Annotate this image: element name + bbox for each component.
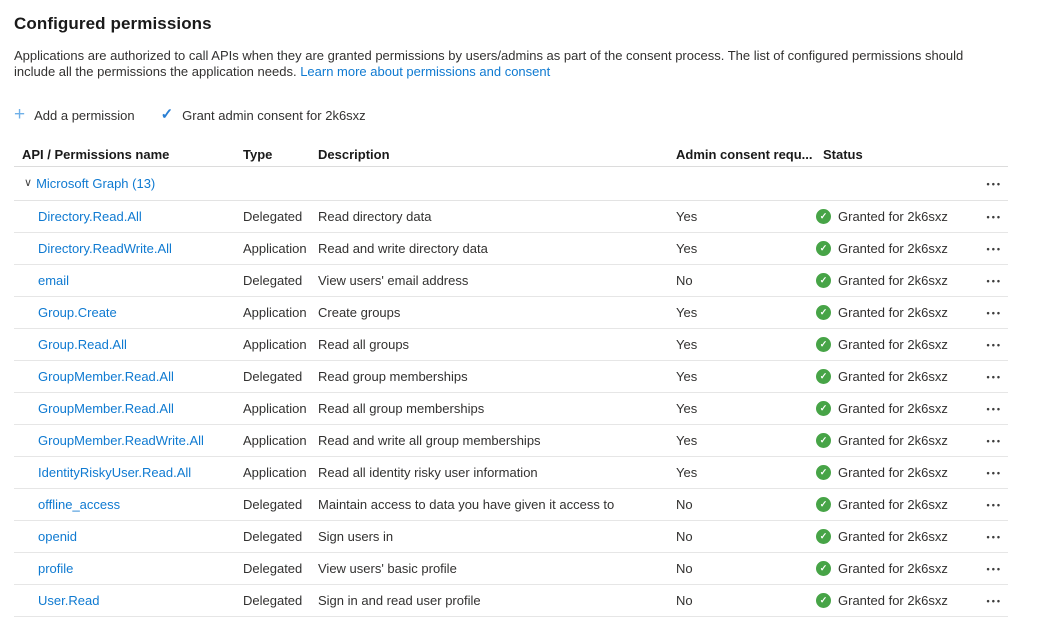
- permission-name-link[interactable]: openid: [38, 529, 78, 544]
- permission-name-link[interactable]: GroupMember.Read.All: [38, 369, 174, 384]
- add-icon: +: [14, 104, 26, 125]
- description-text: [14, 48, 1004, 80]
- permission-description: Read all identity risky user information: [318, 465, 538, 480]
- permission-name-link[interactable]: Directory.ReadWrite.All: [38, 241, 172, 256]
- table-row: [14, 201, 1008, 233]
- granted-check-icon: ✓: [816, 209, 831, 224]
- permission-type: Delegated: [243, 369, 303, 384]
- status-cell: [815, 305, 975, 320]
- permission-type: Delegated: [243, 497, 303, 512]
- table-row: [14, 457, 1008, 489]
- status-text: Granted for 2k6sxz: [838, 401, 948, 416]
- status-text: Granted for 2k6sxz: [838, 497, 948, 512]
- permission-description: Read and write directory data: [318, 241, 488, 256]
- permission-name-link[interactable]: profile: [38, 561, 74, 576]
- permission-description: Read directory data: [318, 209, 432, 224]
- table-row: [14, 521, 1008, 553]
- row-menu-icon[interactable]: •••: [986, 435, 1002, 446]
- api-group-name-cell: [14, 176, 975, 191]
- permission-description: Read group memberships: [318, 369, 468, 384]
- admin-consent-value: No: [676, 273, 693, 288]
- permission-description: View users' basic profile: [318, 561, 457, 576]
- permission-type: Application: [243, 465, 307, 480]
- row-menu-icon[interactable]: •••: [986, 595, 1002, 606]
- permission-name-link[interactable]: Group.Create: [38, 305, 117, 320]
- row-menu-icon[interactable]: •••: [986, 243, 1002, 254]
- granted-check-icon: ✓: [816, 369, 831, 384]
- status-cell: [815, 209, 975, 224]
- table-row: [14, 553, 1008, 585]
- granted-check-icon: ✓: [816, 465, 831, 480]
- permission-name-link[interactable]: email: [38, 273, 70, 288]
- permission-name-link[interactable]: Group.Read.All: [38, 337, 127, 352]
- row-menu-icon[interactable]: •••: [986, 467, 1002, 478]
- row-menu-icon[interactable]: •••: [986, 371, 1002, 382]
- granted-check-icon: ✓: [816, 305, 831, 320]
- commands-toolbar: [14, 103, 1010, 127]
- permission-description: Sign in and read user profile: [318, 593, 481, 608]
- learn-more-link[interactable]: Learn more about permissions and consent: [300, 64, 551, 79]
- status-text: Granted for 2k6sxz: [838, 209, 948, 224]
- granted-check-icon: ✓: [816, 561, 831, 576]
- permission-description: Maintain access to data you have given it access to: [318, 497, 615, 512]
- permission-type: Delegated: [243, 209, 303, 224]
- granted-check-icon: ✓: [816, 433, 831, 448]
- granted-check-icon: ✓: [816, 273, 831, 288]
- status-cell: [815, 433, 975, 448]
- row-menu-icon[interactable]: •••: [986, 178, 1002, 189]
- status-cell: [815, 497, 975, 512]
- add-permission-label: Add a permission: [34, 107, 135, 123]
- permission-description: Read all group memberships: [318, 401, 485, 416]
- row-menu-icon[interactable]: •••: [986, 499, 1002, 510]
- status-text: Granted for 2k6sxz: [838, 593, 948, 608]
- checkmark-icon: ✓: [160, 106, 174, 123]
- admin-consent-value: Yes: [676, 305, 698, 320]
- table-header-row: [14, 142, 1008, 167]
- status-text: Granted for 2k6sxz: [838, 305, 948, 320]
- row-menu-icon[interactable]: •••: [986, 403, 1002, 414]
- status-text: Granted for 2k6sxz: [838, 433, 948, 448]
- status-cell: [815, 273, 975, 288]
- row-menu-icon[interactable]: •••: [986, 211, 1002, 222]
- grant-admin-consent-label: Grant admin consent for 2k6sxz: [182, 107, 366, 123]
- admin-consent-value: Yes: [676, 209, 698, 224]
- header-admin-consent-required: Admin consent requ...: [676, 146, 813, 162]
- table-row: [14, 393, 1008, 425]
- status-cell: [815, 401, 975, 416]
- permissions-table: [14, 142, 1008, 617]
- permission-name-link[interactable]: offline_access: [38, 497, 121, 512]
- table-row: [14, 361, 1008, 393]
- add-permission-button[interactable]: [14, 106, 135, 124]
- status-cell: [815, 561, 975, 576]
- grant-admin-consent-button[interactable]: [161, 106, 366, 124]
- permissions-rows: [14, 201, 1008, 617]
- admin-consent-value: Yes: [676, 401, 698, 416]
- status-cell: [815, 369, 975, 384]
- permission-name-link[interactable]: IdentityRiskyUser.Read.All: [38, 465, 192, 480]
- granted-check-icon: ✓: [816, 593, 831, 608]
- admin-consent-value: Yes: [676, 241, 698, 256]
- table-row: [14, 585, 1008, 617]
- permission-type: Application: [243, 433, 307, 448]
- permission-type: Application: [243, 401, 307, 416]
- admin-consent-value: Yes: [676, 369, 698, 384]
- permission-description: View users' email address: [318, 273, 469, 288]
- permission-description: Read all groups: [318, 337, 410, 352]
- status-text: Granted for 2k6sxz: [838, 369, 948, 384]
- header-type: Type: [243, 146, 273, 162]
- status-cell: [815, 241, 975, 256]
- permission-type: Delegated: [243, 529, 303, 544]
- permission-type: Delegated: [243, 561, 303, 576]
- table-row: [14, 489, 1008, 521]
- permission-type: Delegated: [243, 593, 303, 608]
- permission-type: Delegated: [243, 273, 303, 288]
- row-menu-icon[interactable]: •••: [986, 275, 1002, 286]
- granted-check-icon: ✓: [816, 337, 831, 352]
- permission-type: Application: [243, 337, 307, 352]
- admin-consent-value: No: [676, 561, 693, 576]
- description-body: Applications are authorized to call APIs when they are granted permissions by users/admins as part of the consent process. The list of configured permissions should include all the permissions the application needs.: [14, 48, 964, 79]
- status-cell: [815, 337, 975, 352]
- table-row: [14, 265, 1008, 297]
- permission-type: Application: [243, 241, 307, 256]
- admin-consent-value: Yes: [676, 337, 698, 352]
- table-row: [14, 329, 1008, 361]
- page-title: Configured permissions: [14, 14, 212, 33]
- api-group-link[interactable]: Microsoft Graph (13): [36, 176, 156, 191]
- table-row: [14, 233, 1008, 265]
- admin-consent-value: No: [676, 529, 693, 544]
- status-cell: [815, 593, 975, 608]
- status-text: Granted for 2k6sxz: [838, 465, 948, 480]
- status-cell: [815, 529, 975, 544]
- admin-consent-value: No: [676, 593, 693, 608]
- api-group-row: [14, 167, 1008, 201]
- status-text: Granted for 2k6sxz: [838, 273, 948, 288]
- permission-name-link[interactable]: Directory.Read.All: [38, 209, 142, 224]
- header-status: Status: [823, 146, 863, 162]
- permission-type: Application: [243, 305, 307, 320]
- table-row: [14, 297, 1008, 329]
- row-menu-icon[interactable]: •••: [986, 307, 1002, 318]
- table-row: [14, 425, 1008, 457]
- permission-description: Create groups: [318, 305, 401, 320]
- permission-description: Sign users in: [318, 529, 394, 544]
- permission-name-link[interactable]: GroupMember.ReadWrite.All: [38, 433, 204, 448]
- row-menu-icon[interactable]: •••: [986, 563, 1002, 574]
- header-api-permissions-name: API / Permissions name: [22, 146, 170, 162]
- status-text: Granted for 2k6sxz: [838, 337, 948, 352]
- header-description: Description: [318, 146, 390, 162]
- status-text: Granted for 2k6sxz: [838, 561, 948, 576]
- row-menu-icon[interactable]: •••: [986, 531, 1002, 542]
- status-cell: [815, 465, 975, 480]
- permission-name-link[interactable]: User.Read: [38, 593, 100, 608]
- status-text: Granted for 2k6sxz: [838, 241, 948, 256]
- row-menu-icon[interactable]: •••: [986, 339, 1002, 350]
- status-text: Granted for 2k6sxz: [838, 529, 948, 544]
- granted-check-icon: ✓: [816, 529, 831, 544]
- admin-consent-value: Yes: [676, 465, 698, 480]
- admin-consent-value: No: [676, 497, 693, 512]
- permission-description: Read and write all group memberships: [318, 433, 541, 448]
- granted-check-icon: ✓: [816, 401, 831, 416]
- granted-check-icon: ✓: [816, 241, 831, 256]
- granted-check-icon: ✓: [816, 497, 831, 512]
- chevron-down-icon[interactable]: ∨: [24, 177, 33, 189]
- permission-name-link[interactable]: GroupMember.Read.All: [38, 401, 174, 416]
- admin-consent-value: Yes: [676, 433, 698, 448]
